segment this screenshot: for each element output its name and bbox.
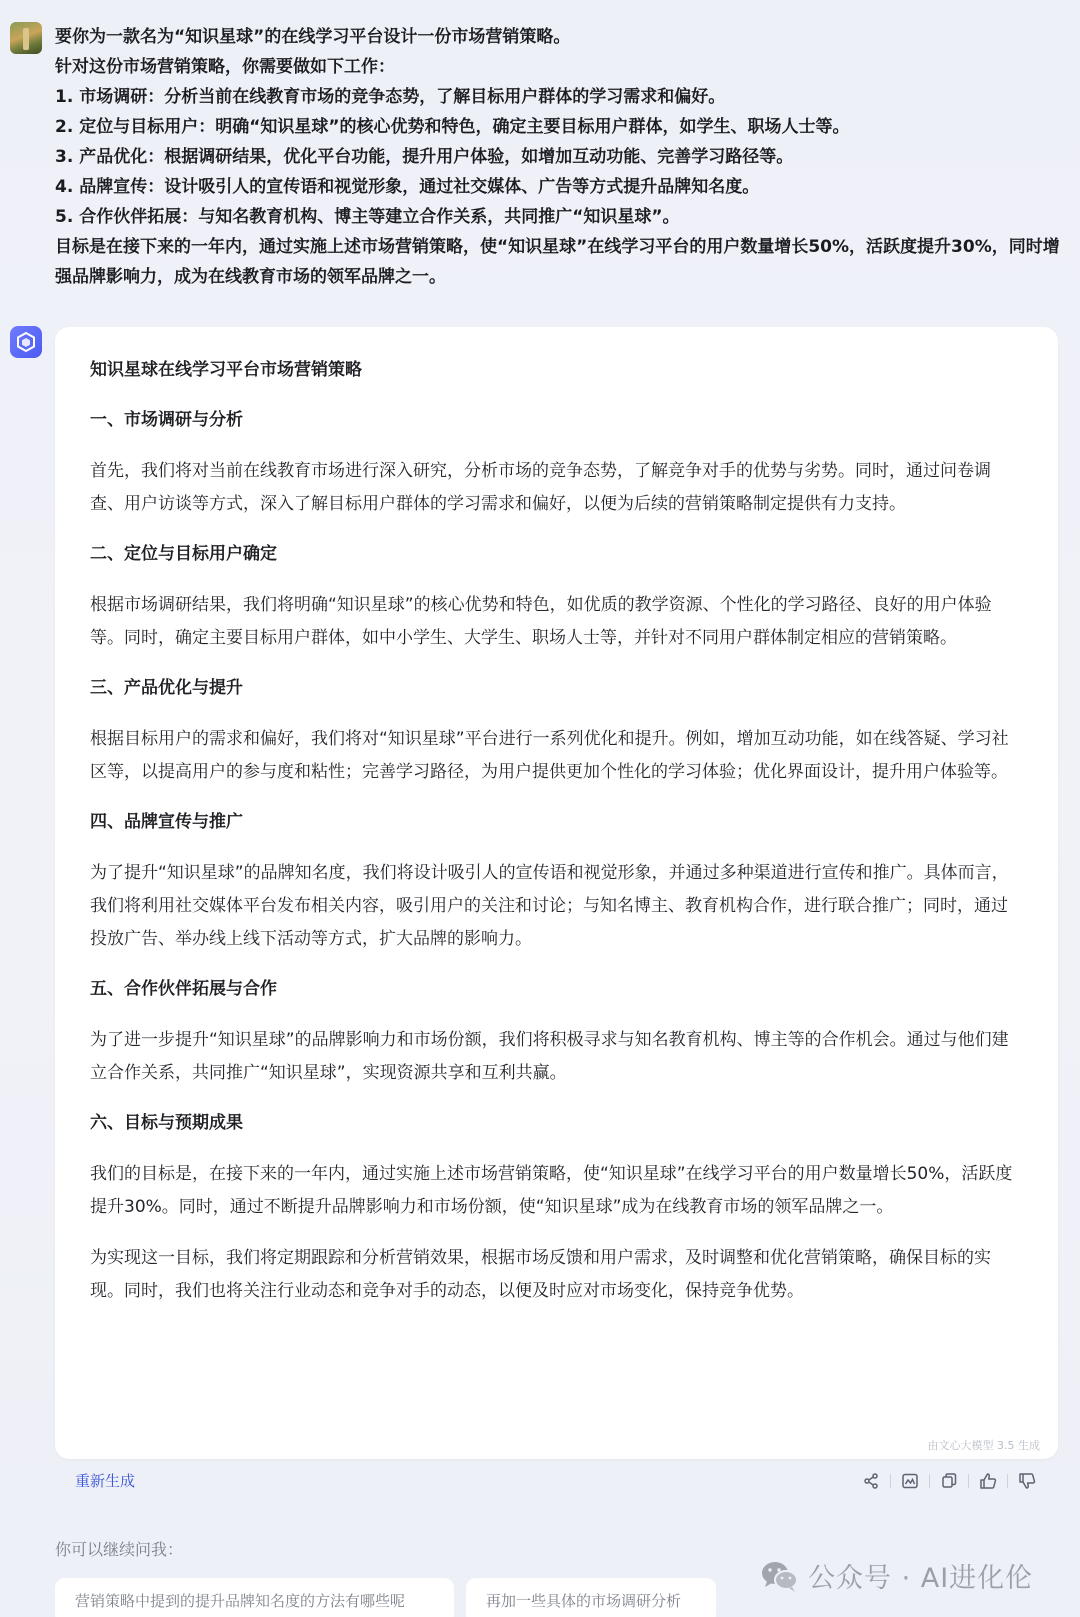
answer-section (90, 807, 1020, 956)
user-avatar (10, 22, 42, 54)
user-line: 4. 品牌宣传：设计吸引人的宣传语和视觉形象，通过社交媒体、广告等方式提升品牌知名度。 (55, 177, 760, 197)
section-paragraph: 根据目标用户的需求和偏好，我们将对“知识星球”平台进行一系列优化和提升。例如，增加互动功能，如在线答疑、学习社区等，以提高用户的参与度和粘性；完善学习路径，为用户提供更加个性化的学习体验；优化界面设计，提升用户体验等。 (90, 729, 1009, 782)
copy-button[interactable] (936, 1468, 962, 1494)
answer-section (90, 405, 1020, 521)
answer-section (90, 974, 1020, 1090)
user-line: 5. 合作伙伴拓展：与知名教育机构、博主等建立合作关系，共同推广“知识星球”。 (55, 207, 680, 227)
share-icon (862, 1472, 880, 1490)
thumbs-up-icon (979, 1472, 997, 1490)
section-heading: 五、合作伙伴拓展与合作 (90, 979, 277, 999)
user-line: 1. 市场调研：分析当前在线教育市场的竞争态势，了解目标用户群体的学习需求和偏好。 (55, 87, 726, 107)
section-heading: 一、市场调研与分析 (90, 410, 243, 430)
wechat-icon (760, 1559, 800, 1593)
section-heading: 四、品牌宣传与推广 (90, 812, 243, 832)
thumbs-down-button[interactable] (1014, 1468, 1040, 1494)
generated-by-note: 由文心大模型 3.5 生成 (927, 1439, 1040, 1452)
user-line: 3. 产品优化：根据调研结果，优化平台功能，提升用户体验，如增加互动功能、完善学习路径等。 (55, 147, 794, 167)
bot-logo-icon (15, 331, 37, 353)
user-message-text (55, 22, 1065, 292)
user-line: 针对这份市场营销策略，你需要做如下工作： (55, 57, 395, 77)
user-line: 2. 定位与目标用户：明确“知识星球”的核心优势和特色，确定主要目标用户群体，如学生、职场人士等。 (55, 117, 850, 137)
thumbs-up-button[interactable] (975, 1468, 1001, 1494)
section-heading: 六、目标与预期成果 (90, 1113, 243, 1133)
user-line: 要你为一款名为“知识星球”的在线学习平台设计一份市场营销策略。 (55, 27, 571, 47)
section-paragraph: 根据市场调研结果，我们将明确“知识星球”的核心优势和特色，如优质的教学资源、个性化的学习路径、良好的用户体验等。同时，确定主要目标用户群体，如中小学生、大学生、职场人士等，并针对不同用户群体制定相应的营销策略。 (90, 595, 992, 648)
section-paragraph: 为了进一步提升“知识星球”的品牌影响力和市场份额，我们将积极寻求与知名教育机构、博主等的合作机会。通过与他们建立合作关系，共同推广“知识星球”，实现资源共享和互利共赢。 (90, 1030, 1009, 1083)
answer-title: 知识星球在线学习平台市场营销策略 (90, 360, 362, 380)
bot-avatar (10, 326, 42, 358)
answer-section (90, 673, 1020, 789)
answer-section (90, 539, 1020, 655)
share-button[interactable] (858, 1468, 884, 1494)
followup-suggestions (55, 1578, 716, 1617)
user-line: 目标是在接下来的一年内，通过实施上述市场营销策略，使“知识星球”在线学习平台的用户数量增长50%，活跃度提升30%，同时增强品牌影响力，成为在线教育市场的领军品牌之一。 (55, 237, 1060, 287)
answer-actions (858, 1466, 1040, 1496)
answer-card (55, 327, 1058, 1459)
answer-section (90, 1108, 1020, 1308)
regenerate-button[interactable]: 重新生成 (75, 1472, 136, 1490)
followup-suggestion[interactable]: 再加一些具体的市场调研分析 (466, 1578, 716, 1617)
watermark-text: 公众号 · AI进化伦 (808, 1563, 1034, 1594)
copy-icon (940, 1472, 958, 1490)
section-paragraph: 首先，我们将对当前在线教育市场进行深入研究，分析市场的竞争态势，了解竞争对手的优势与劣势。同时，通过问卷调查、用户访谈等方式，深入了解目标用户群体的学习需求和偏好，以便为后续的营销策略制定提供有力支持。 (90, 461, 991, 514)
followup-label: 你可以继续问我： (55, 1540, 184, 1559)
wechat-watermark (760, 1556, 1033, 1595)
section-heading: 二、定位与目标用户确定 (90, 544, 277, 564)
section-heading: 三、产品优化与提升 (90, 678, 243, 698)
section-paragraph: 我们的目标是，在接下来的一年内，通过实施上述市场营销策略，使“知识星球”在线学习平台的用户数量增长50%，活跃度提升30%。同时，通过不断提升品牌影响力和市场份额，使“知识星球”成为在线教育市场的领军品牌之一。 (90, 1164, 1013, 1217)
image-button[interactable] (897, 1468, 923, 1494)
thumbs-down-icon (1018, 1472, 1036, 1490)
section-paragraph: 为了提升“知识星球”的品牌知名度，我们将设计吸引人的宣传语和视觉形象，并通过多种渠道进行宣传和推广。具体而言，我们将利用社交媒体平台发布相关内容，吸引用户的关注和讨论；与知名博主、教育机构合作，进行联合推广；同时，通过投放广告、举办线上线下活动等方式，扩大品牌的影响力。 (90, 863, 1009, 949)
followup-suggestion[interactable]: 营销策略中提到的提升品牌知名度的方法有哪些呢 (55, 1578, 454, 1617)
image-icon (901, 1472, 919, 1490)
section-paragraph: 为实现这一目标，我们将定期跟踪和分析营销效果，根据市场反馈和用户需求，及时调整和优化营销策略，确保目标的实现。同时，我们也将关注行业动态和竞争对手的动态，以便及时应对市场变化，保持竞争优势。 (90, 1248, 991, 1301)
